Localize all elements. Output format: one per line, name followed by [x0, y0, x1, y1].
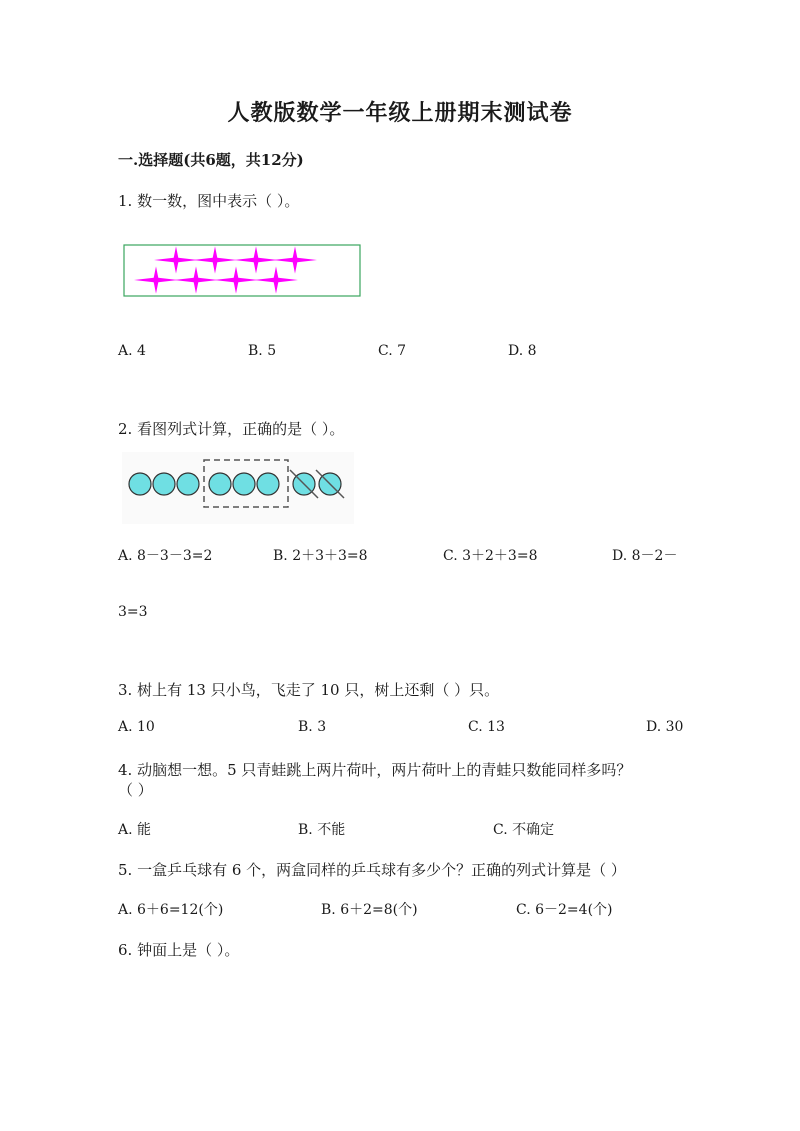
q2-option-c[interactable]: C. 3＋2＋3=8 [443, 548, 538, 564]
circle-icon [129, 473, 151, 495]
question-1: 1. 数一数，图中表示（ ）。 [118, 192, 300, 210]
star-icon [134, 266, 178, 293]
star-icon [273, 246, 317, 273]
circle-icon [153, 473, 175, 495]
q4-option-a[interactable]: A. 能 [118, 822, 152, 838]
q1-option-d[interactable]: D. 8 [508, 343, 537, 359]
q1-option-a[interactable]: A. 4 [118, 343, 146, 359]
star-icon [154, 246, 198, 273]
question-3: 3. 树上有 13 只小鸟，飞走了 10 只，树上还剩（ ）只。 [118, 681, 500, 699]
question-2: 2. 看图列式计算，正确的是（ ）。 [118, 420, 345, 438]
q4-option-b[interactable]: B. 不能 [298, 822, 346, 838]
circle-icon [209, 473, 231, 495]
figure-frame [124, 245, 360, 296]
q5-option-b[interactable]: B. 6＋2=8(个) [321, 902, 418, 918]
q2-option-d-continued: 3=3 [118, 604, 148, 620]
q3-option-b[interactable]: B. 3 [298, 719, 327, 735]
star-icon [214, 266, 258, 293]
q1-option-b[interactable]: B. 5 [248, 343, 277, 359]
section-heading: 一.选择题(共6题，共12分) [118, 151, 304, 169]
q3-option-c[interactable]: C. 13 [468, 719, 505, 735]
star-icon [174, 266, 218, 293]
q5-option-a[interactable]: A. 6＋6=12(个) [118, 902, 224, 918]
q2-option-a[interactable]: A. 8－3－3=2 [118, 548, 213, 564]
q4-option-c[interactable]: C. 不确定 [493, 822, 555, 838]
star-icon [234, 246, 278, 273]
question-4-blank: （ ） [118, 781, 153, 799]
q3-option-a[interactable]: A. 10 [118, 719, 155, 735]
q2-option-b[interactable]: B. 2＋3＋3=8 [273, 548, 368, 564]
question-5: 5. 一盒乒乓球有 6 个，两盒同样的乒乓球有多少个？正确的列式计算是（ ） [118, 861, 626, 879]
star-icon [193, 246, 237, 273]
q2-option-d[interactable]: D. 8－2－ [612, 548, 678, 564]
q1-option-c[interactable]: C. 7 [378, 343, 407, 359]
page-title: 人教版数学一年级上册期末测试卷 [227, 100, 573, 126]
circle-icon [257, 473, 279, 495]
q3-option-d[interactable]: D. 30 [646, 719, 684, 735]
circle-icon [233, 473, 255, 495]
question-6: 6. 钟面上是（ ）。 [118, 941, 240, 959]
stars-figure [123, 244, 363, 298]
q5-option-c[interactable]: C. 6－2=4(个) [516, 902, 613, 918]
star-icon [254, 266, 298, 293]
circles-figure [122, 452, 354, 524]
question-4: 4. 动脑想一想。5 只青蛙跳上两片荷叶，两片荷叶上的青蛙只数能同样多吗？ [118, 761, 632, 779]
circle-icon [177, 473, 199, 495]
